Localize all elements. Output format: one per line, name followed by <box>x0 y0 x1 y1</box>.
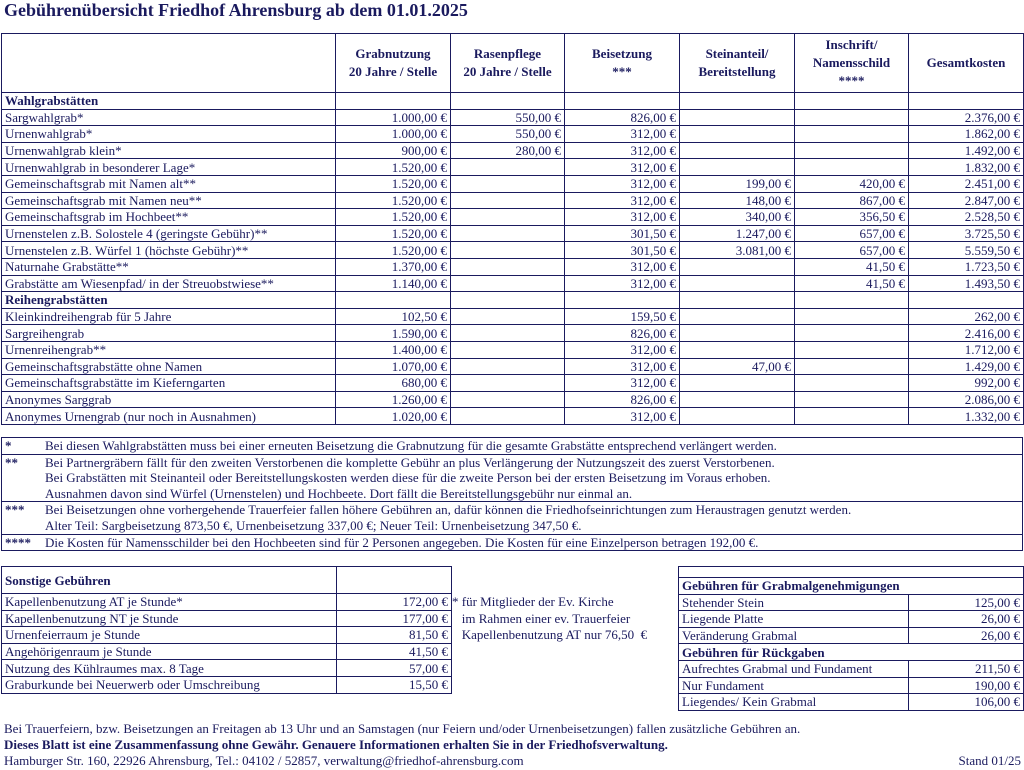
table-row <box>2 308 1024 325</box>
footer-disclaimer: Dieses Blatt ist eine Zusammenfassung ohne Gewähr. Genauere Informationen erhalten Sie in der Friedhofsverwaltung. <box>4 737 668 752</box>
fee-table <box>1 33 1024 425</box>
cell-value <box>680 408 795 425</box>
cell-value <box>451 275 565 292</box>
footnote-mark: * <box>5 438 12 453</box>
cell-value: 312,00 € <box>565 142 680 159</box>
cell-value <box>795 308 909 325</box>
cell-value: 1.520,00 € <box>336 209 451 226</box>
section-heading: Reihengrabstätten <box>2 292 336 309</box>
footnote-mark: ** <box>5 454 18 470</box>
table-row <box>2 192 1024 209</box>
footnote-mark: **** <box>5 534 31 550</box>
cell-value <box>565 292 680 309</box>
section-heading: Wahlgrabstätten <box>2 93 336 110</box>
cell-value: 420,00 € <box>795 175 909 192</box>
cell-value: 826,00 € <box>565 391 680 408</box>
cell-value <box>680 126 795 143</box>
table-row <box>2 391 1024 408</box>
cell-value <box>795 142 909 159</box>
cell-value <box>795 408 909 425</box>
table-row <box>2 109 1024 126</box>
cell-value <box>795 341 909 358</box>
header-steinanteil: Steinanteil/ Bereitstellung <box>680 34 795 93</box>
table-row <box>2 325 1024 342</box>
cell-value: 1.862,00 € <box>909 126 1024 143</box>
cell-value: 1.590,00 € <box>336 325 451 342</box>
footnote <box>2 502 1022 534</box>
cell-value: 26,00 € <box>909 627 1024 644</box>
cell-value: 41,50 € <box>795 258 909 275</box>
cell-value: 81,50 € <box>337 627 452 644</box>
cell-value: 2.528,50 € <box>909 209 1024 226</box>
cell-value: 2.086,00 € <box>909 391 1024 408</box>
table-row <box>2 627 452 644</box>
cell-value: 125,00 € <box>909 594 1024 611</box>
table-row <box>679 694 1024 711</box>
table-row <box>2 341 1024 358</box>
row-label: Veränderung Grabmal <box>679 627 909 644</box>
row-label: Naturnahe Grabstätte** <box>2 258 336 275</box>
table-row <box>2 676 452 693</box>
footnote-text: Alter Teil: Sargbeisetzung 873,50 €, Urnenbeisetzung 337,00 €; Neuer Teil: Urnenbeisetzung 347,50 €. <box>45 517 582 533</box>
cell-value <box>451 375 565 392</box>
cell-value: 190,00 € <box>909 677 1024 694</box>
cell-value: 172,00 € <box>337 594 452 611</box>
cell-value <box>680 341 795 358</box>
footnote <box>2 535 1022 551</box>
kapelle-note-line: Kapellenbenutzung AT nur 76,50 € <box>452 627 648 642</box>
page-title: Gebührenübersicht Friedhof Ahrensburg ab dem 01.01.2025 <box>4 0 468 20</box>
row-label: Sargwahlgrab* <box>2 109 336 126</box>
cell-value: 199,00 € <box>680 175 795 192</box>
cell-value <box>680 292 795 309</box>
cell-value: 148,00 € <box>680 192 795 209</box>
row-label: Urnenwahlgrab* <box>2 126 336 143</box>
table-row <box>2 643 452 660</box>
cell-value <box>451 292 565 309</box>
footnote <box>2 438 1022 455</box>
cell-value: 41,50 € <box>795 275 909 292</box>
cell-value: 356,50 € <box>795 209 909 226</box>
cell-value <box>451 358 565 375</box>
footnote-text: Die Kosten für Namensschilder bei den Hochbeeten sind für 2 Personen angegeben. Die Kosten für eine Einzelperson betragen 192,00 €. <box>45 534 759 550</box>
cell-value <box>451 242 565 259</box>
cell-value: 312,00 € <box>565 258 680 275</box>
cell-value: 102,50 € <box>336 308 451 325</box>
cell-value: 1.712,00 € <box>909 341 1024 358</box>
cell-value: 680,00 € <box>336 375 451 392</box>
cell-value: 1.000,00 € <box>336 109 451 126</box>
cell-value <box>451 325 565 342</box>
header-grabnutzung: Grabnutzung 20 Jahre / Stelle <box>336 34 451 93</box>
header-name <box>2 34 336 93</box>
cell-value <box>451 175 565 192</box>
cell-value: 826,00 € <box>565 109 680 126</box>
cell-value: 657,00 € <box>795 225 909 242</box>
cell-value <box>451 225 565 242</box>
header-rasenpflege: Rasenpflege 20 Jahre / Stelle <box>451 34 565 93</box>
cell-value <box>336 93 451 110</box>
table-row <box>2 594 452 611</box>
row-label: Gemeinschaftsgrab mit Namen alt** <box>2 175 336 192</box>
cell-value <box>680 325 795 342</box>
table-row <box>679 627 1024 644</box>
cell-value: 301,50 € <box>565 242 680 259</box>
cell-value: 1.000,00 € <box>336 126 451 143</box>
table-row <box>2 159 1024 176</box>
cell-value <box>451 391 565 408</box>
table-row <box>679 677 1024 694</box>
row-label: Urnenstelen z.B. Würfel 1 (höchste Gebühr)** <box>2 242 336 259</box>
section-row <box>2 93 1024 110</box>
row-label: Kapellenbenutzung AT je Stunde* <box>2 594 337 611</box>
cell-value: 3.725,50 € <box>909 225 1024 242</box>
table-header-row <box>2 34 1024 93</box>
footnote <box>2 455 1022 503</box>
table-row <box>2 610 452 627</box>
cell-value: 312,00 € <box>565 126 680 143</box>
cell-value <box>451 159 565 176</box>
row-label: Gemeinschaftsgrab im Hochbeet** <box>2 209 336 226</box>
stand-date: Stand 01/25 <box>958 753 1021 768</box>
cell-value: 340,00 € <box>680 209 795 226</box>
header-gesamtkosten: Gesamtkosten <box>909 34 1024 93</box>
row-label: Kapellenbenutzung NT je Stunde <box>2 610 337 627</box>
table-row <box>2 209 1024 226</box>
cell-value <box>795 358 909 375</box>
footnote-text: Bei Beisetzungen ohne vorhergehende Trauerfeier fallen höhere Gebühren an, dafür können die Friedhofseinrichtungen zum Heraustragen genutzt werden. <box>45 502 852 518</box>
cell-value <box>795 391 909 408</box>
cell-value: 1.400,00 € <box>336 341 451 358</box>
cell-value: 992,00 € <box>909 375 1024 392</box>
cell-value <box>451 408 565 425</box>
footnotes <box>1 437 1023 551</box>
cell-value <box>451 308 565 325</box>
table-row <box>2 175 1024 192</box>
footnote-text: Ausnahmen davon sind Würfel (Urnenstelen) und Hochbeete. Dort fällt die Bereitstellungsgebühr nur einmal an. <box>45 485 633 501</box>
table-row <box>2 275 1024 292</box>
cell-value: 15,50 € <box>337 676 452 693</box>
cell-value: 301,50 € <box>565 225 680 242</box>
cell-value: 2.847,00 € <box>909 192 1024 209</box>
cell-value: 312,00 € <box>565 209 680 226</box>
cell-value: 1.332,00 € <box>909 408 1024 425</box>
cell-value <box>451 209 565 226</box>
table-row <box>2 225 1024 242</box>
footnote-mark: *** <box>5 502 25 518</box>
cell-value <box>451 93 565 110</box>
row-label: Gemeinschaftsgrab mit Namen neu** <box>2 192 336 209</box>
row-label: Nutzung des Kühlraumes max. 8 Tage <box>2 660 337 677</box>
table-row <box>679 611 1024 628</box>
cell-value: 26,00 € <box>909 611 1024 628</box>
cell-value <box>795 292 909 309</box>
cell-value: 867,00 € <box>795 192 909 209</box>
row-label: Liegendes/ Kein Grabmal <box>679 694 909 711</box>
sonstige-gebuehren-table <box>1 566 452 694</box>
header-beisetzung: Beisetzung *** <box>565 34 680 93</box>
cell-value: 1.370,00 € <box>336 258 451 275</box>
row-label: Graburkunde bei Neuerwerb oder Umschreibung <box>2 676 337 693</box>
cell-value: 826,00 € <box>565 325 680 342</box>
kapelle-note-line: * für Mitglieder der Ev. Kirche <box>452 594 614 609</box>
cell-value <box>680 93 795 110</box>
cell-value: 1.020,00 € <box>336 408 451 425</box>
cell-value: 1.140,00 € <box>336 275 451 292</box>
cell-value <box>795 109 909 126</box>
cell-value <box>909 292 1024 309</box>
cell-value: 1.832,00 € <box>909 159 1024 176</box>
cell-value <box>795 375 909 392</box>
cell-value: 2.451,00 € <box>909 175 1024 192</box>
cell-value: 1.260,00 € <box>336 391 451 408</box>
cell-value: 312,00 € <box>565 408 680 425</box>
cell-value: 280,00 € <box>451 142 565 159</box>
cell-value <box>680 308 795 325</box>
cell-value: 177,00 € <box>337 610 452 627</box>
cell-value: 312,00 € <box>565 275 680 292</box>
row-label: Liegende Platte <box>679 611 909 628</box>
cell-value: 1.520,00 € <box>336 242 451 259</box>
cell-value: 1.070,00 € <box>336 358 451 375</box>
cell-value <box>795 126 909 143</box>
row-label: Kleinkindreihengrab für 5 Jahre <box>2 308 336 325</box>
cell-value: 1.723,50 € <box>909 258 1024 275</box>
cell-value <box>795 325 909 342</box>
cell-value: 312,00 € <box>565 341 680 358</box>
kapelle-note-line: im Rahmen einer ev. Trauerfeier <box>452 610 631 626</box>
table-row <box>2 142 1024 159</box>
cell-value <box>680 159 795 176</box>
row-label: Stehender Stein <box>679 594 909 611</box>
row-label: Aufrechtes Grabmal und Fundament <box>679 660 909 677</box>
cell-value: 1.520,00 € <box>336 175 451 192</box>
row-label: Urnenfeierraum je Stunde <box>2 627 337 644</box>
footnote-text: Bei Partnergräbern fällt für den zweiten Verstorbenen die komplette Gebühr an plus Verlängerung der Nutzungszeit des zuerst Verstorbenen. <box>45 454 775 470</box>
table-row <box>2 126 1024 143</box>
table-row <box>2 375 1024 392</box>
cell-value <box>565 93 680 110</box>
row-label: Sargreihengrab <box>2 325 336 342</box>
row-label: Urnenwahlgrab klein* <box>2 142 336 159</box>
row-label: Anonymes Urnengrab (nur noch in Ausnahmen) <box>2 408 336 425</box>
table-row <box>2 660 452 677</box>
cell-value <box>680 375 795 392</box>
cell-value: 1.520,00 € <box>336 192 451 209</box>
table-row <box>679 660 1024 677</box>
row-label: Grabstätte am Wiesenpfad/ in der Streuobstwiese** <box>2 275 336 292</box>
row-label: Urnenstelen z.B. Solostele 4 (geringste Gebühr)** <box>2 225 336 242</box>
row-label: Anonymes Sarggrab <box>2 391 336 408</box>
cell-value <box>680 109 795 126</box>
cell-value: 211,50 € <box>909 660 1024 677</box>
row-label: Urnenreihengrab** <box>2 341 336 358</box>
cell-value: 47,00 € <box>680 358 795 375</box>
cell-value: 1.520,00 € <box>336 159 451 176</box>
cell-value: 1.492,00 € <box>909 142 1024 159</box>
rueckgaben-heading: Gebühren für Rückgaben <box>679 644 1024 661</box>
cell-value: 550,00 € <box>451 109 565 126</box>
section-row <box>2 292 1024 309</box>
cell-value: 312,00 € <box>565 375 680 392</box>
row-label: Urnenwahlgrab in besonderer Lage* <box>2 159 336 176</box>
cell-value <box>680 258 795 275</box>
table-row <box>2 358 1024 375</box>
cell-value: 312,00 € <box>565 358 680 375</box>
cell-value <box>680 391 795 408</box>
cell-value <box>795 159 909 176</box>
cell-value <box>909 93 1024 110</box>
cell-value <box>680 275 795 292</box>
cell-value: 2.376,00 € <box>909 109 1024 126</box>
cell-value: 3.081,00 € <box>680 242 795 259</box>
cell-value: 159,50 € <box>565 308 680 325</box>
grabmal-table <box>678 566 1024 711</box>
cell-value: 312,00 € <box>565 159 680 176</box>
kapelle-note <box>452 594 647 644</box>
cell-value: 2.416,00 € <box>909 325 1024 342</box>
cell-value: 57,00 € <box>337 660 452 677</box>
cell-value: 5.559,50 € <box>909 242 1024 259</box>
footer-address: Hamburger Str. 160, 22926 Ahrensburg, Tel.: 04102 / 52857, verwaltung@friedhof-ahrensburg.com <box>4 753 524 768</box>
cell-value: 550,00 € <box>451 126 565 143</box>
cell-value: 262,00 € <box>909 308 1024 325</box>
cell-value: 106,00 € <box>909 694 1024 711</box>
row-label: Nur Fundament <box>679 677 909 694</box>
row-label: Gemeinschaftsgrabstätte ohne Namen <box>2 358 336 375</box>
cell-value: 1.520,00 € <box>336 225 451 242</box>
grabmal-heading: Gebühren für Grabmalgenehmigungen <box>679 578 1024 595</box>
table-row <box>2 258 1024 275</box>
footer-line-1: Bei Trauerfeiern, bzw. Beisetzungen an Freitagen ab 13 Uhr und an Samstagen (nur Feiern und/oder Urnenbeisetzungen) fallen zusätzliche Gebühren an. <box>4 721 801 736</box>
cell-value: 1.247,00 € <box>680 225 795 242</box>
row-label: Gemeinschaftsgrabstätte im Kieferngarten <box>2 375 336 392</box>
cell-value: 900,00 € <box>336 142 451 159</box>
cell-value <box>451 341 565 358</box>
table-row <box>2 242 1024 259</box>
cell-value <box>795 93 909 110</box>
table-row <box>2 408 1024 425</box>
cell-value <box>451 258 565 275</box>
cell-value <box>451 192 565 209</box>
cell-value <box>680 142 795 159</box>
cell-value: 312,00 € <box>565 175 680 192</box>
cell-value: 41,50 € <box>337 643 452 660</box>
header-inschrift: Inschrift/ Namensschild **** <box>795 34 909 93</box>
cell-value: 312,00 € <box>565 192 680 209</box>
cell-value: 1.429,00 € <box>909 358 1024 375</box>
row-label: Angehörigenraum je Stunde <box>2 643 337 660</box>
cell-value: 657,00 € <box>795 242 909 259</box>
cell-value: 1.493,50 € <box>909 275 1024 292</box>
footnote-text: Bei Grabstätten mit Steinanteil oder Bereitstellungskosten werden diese für die zweite Person bei der ersten Beisetzung im Voraus erhoben. <box>45 470 771 486</box>
footnote-text: Bei diesen Wahlgrabstätten muss bei einer erneuten Beisetzung die Grabnutzung für die gesamte Grabstätte entsprechend verlängert werden. <box>45 438 777 453</box>
cell-value <box>336 292 451 309</box>
table-row <box>679 594 1024 611</box>
sonstige-heading: Sonstige Gebühren <box>2 567 337 594</box>
